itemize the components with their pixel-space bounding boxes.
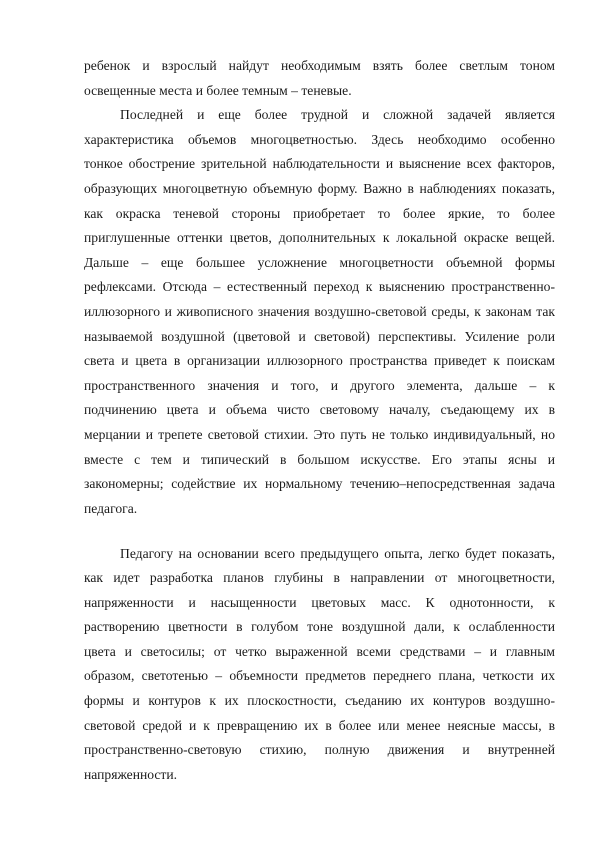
text-line: как идет разработка планов глубины в направлении от многоцветности, [84, 570, 555, 586]
text-line: приглушенные оттенки цветов, дополнительных к локальной окраске вещей. [84, 230, 555, 246]
text-line: закономерны; содействие их нормальному течению–непосредственная задача [84, 476, 555, 492]
text-line: Педагогу на основании всего предыдущего опыта, легко будет показать, [120, 545, 555, 561]
text-line: образующих многоцветную объемную форму. Важно в наблюдениях показать, [84, 180, 555, 196]
text-line: иллюзорного и живописного значения воздушно-световой среды, к законам так [84, 303, 555, 319]
text-line: Последней и еще более трудной и сложной задачей является [120, 107, 555, 123]
text-line: освещенные места и более темным – теневые. [84, 82, 352, 98]
text-line: как окраска теневой стороны приобретает то более яркие, то более [84, 205, 555, 221]
text-line: вместе с тем и типический в большом искусстве. Его этапы ясны и [84, 451, 555, 467]
text-line: цвета и светосилы; от четко выраженной всеми средствами – и главным [84, 643, 555, 659]
text-line: пространственного значения и того, и другого элемента, дальше – к [84, 377, 555, 393]
text-line: формы и контуров к их плоскостности, съеданию их контуров воздушно- [84, 693, 555, 709]
text-line: педагога. [84, 500, 138, 516]
text-line: Дальше – еще большее усложнение многоцветности объемной формы [84, 254, 555, 270]
text-line: рефлексами. Отсюда – естественный переход к выяснению пространственно- [84, 279, 555, 295]
text-line: мерцании и трепете световой стихии. Это путь не только индивидуальный, но [84, 426, 555, 442]
text-line: характеристика объемов многоцветностью. Здесь необходимо особенно [84, 131, 555, 147]
paragraph-3 [84, 542, 555, 788]
text-line: пространственно-световую стихию, полную движения и внутренней [84, 742, 555, 758]
text-line: называемой воздушной (цветовой и световой) перспективы. Усиление роли [84, 328, 555, 344]
text-line: напряженности. [84, 766, 178, 782]
text-line: напряженности и насыщенности цветовых масс. К однотонности, к [84, 594, 555, 610]
text-line: растворению цветности в голубом тоне воздушной дали, к ослабленности [84, 619, 555, 635]
paragraph-1 [84, 54, 555, 103]
paragraph-2 [84, 103, 555, 521]
text-line: световой средой и к превращению их в более или менее неясные массы, в [84, 717, 555, 733]
text-line: образом, светотенью – объемности предметов переднего плана, четкости их [84, 668, 555, 684]
text-line: света и цвета в организации иллюзорного пространства приведет к поискам [84, 353, 555, 369]
text-line: ребенок и взрослый найдут необходимым взять более светлым тоном [84, 58, 555, 73]
text-line: подчинению цвета и объема чисто световому началу, съедающему их в [84, 402, 555, 418]
text-line: тонкое обострение зрительной наблюдательности и выяснение всех факторов, [84, 156, 555, 172]
